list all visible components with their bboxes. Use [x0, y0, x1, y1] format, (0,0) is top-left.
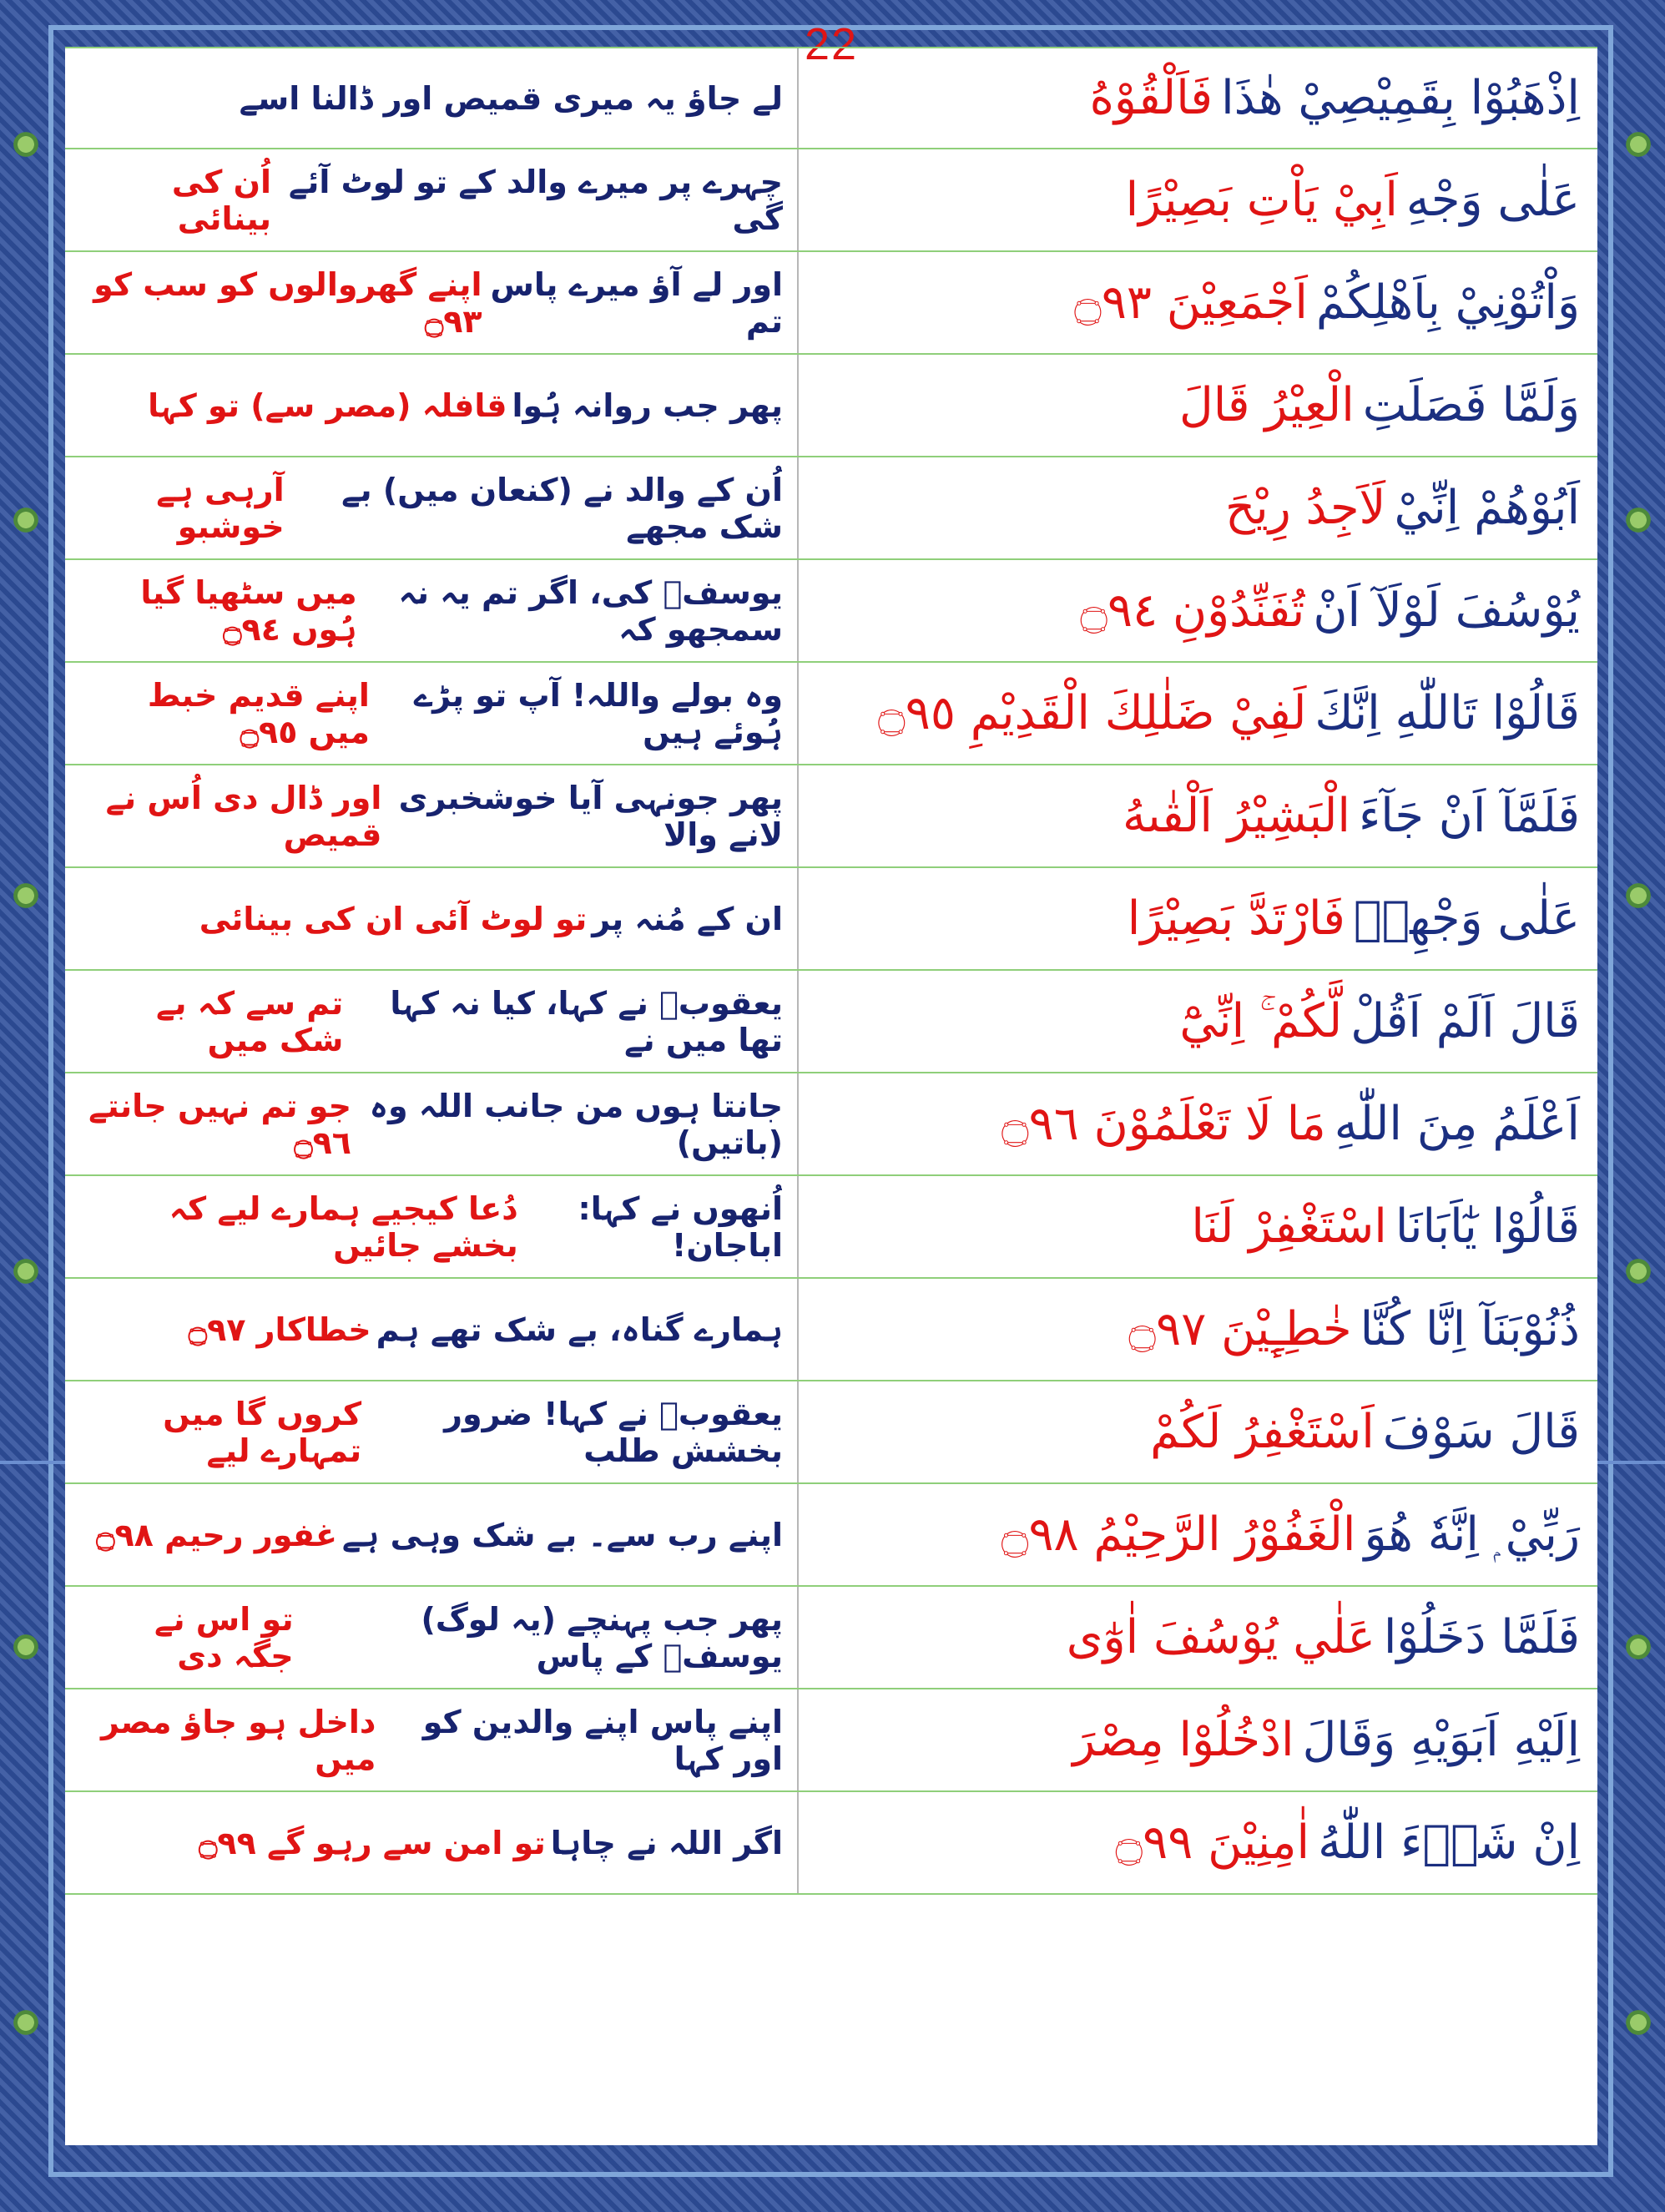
urdu-highlight: قافلہ (مصر سے) تو کہا — [148, 386, 507, 424]
urdu-highlight: تو امن سے رہو گے ۝٩٩ — [199, 1824, 546, 1861]
arabic-verse — [812, 252, 1580, 353]
verse-row — [65, 47, 1597, 149]
column-divider — [797, 663, 799, 764]
arabic-highlight: الْغَفُوْرُ الرَّحِيْمُ ۝٩٨ — [1001, 1507, 1356, 1562]
urdu-highlight: داخل ہو جاؤ مصر میں — [100, 1703, 376, 1777]
arabic-highlight: ادْخُلُوْا مِصْرَ — [1072, 1713, 1294, 1767]
column-divider — [797, 1073, 799, 1174]
frame-ornament — [1619, 876, 1657, 915]
urdu-translation — [65, 868, 783, 969]
arabic-verse — [812, 560, 1580, 661]
urdu-translation — [65, 355, 783, 456]
urdu-translation — [65, 663, 783, 764]
verse-row — [65, 1792, 1597, 1895]
column-divider — [797, 1176, 799, 1277]
urdu-highlight: کروں گا میں تمہارے لیے — [163, 1395, 362, 1469]
urdu-text: وہ بولے واللہ! آپ تو پڑے ہُوئے ہیں — [413, 676, 783, 750]
column-divider — [797, 560, 799, 661]
frame-ornament — [1619, 501, 1657, 539]
urdu-text: چہرے پر میرے والد کے تو لوٹ آئے گی — [288, 163, 783, 237]
verse-rows — [65, 47, 1597, 1895]
arabic-highlight: اَجْمَعِيْنَ ۝٩٣ — [1074, 275, 1308, 330]
arabic-highlight: اَسْتَغْفِرُ لَكُمْ — [1150, 1405, 1375, 1459]
arabic-highlight: اٰمِنِيْنَ ۝٩٩ — [1115, 1816, 1310, 1870]
urdu-text: اپنے پاس اپنے والدین کو اور کہا — [422, 1703, 783, 1777]
urdu-translation — [65, 149, 783, 250]
column-divider — [797, 1689, 799, 1790]
frame-ornament — [7, 1252, 45, 1290]
arabic-text: اِنْ شَاۗءَ اللّٰهُ — [1318, 1816, 1580, 1870]
arabic-text: اِذْهَبُوْا بِقَمِيْصِيْ هٰذَا — [1221, 71, 1580, 125]
urdu-translation — [65, 1176, 783, 1277]
verse-row — [65, 1381, 1597, 1484]
urdu-text: اپنے رب سے۔ بے شک وہی ہے — [341, 1516, 783, 1553]
urdu-text: اور لے آؤ میرے پاس تم — [490, 265, 783, 340]
arabic-text: قَالَ اَلَمْ اَقُلْ — [1350, 994, 1580, 1048]
urdu-text: یعقوبؑ نے کہا، کیا نہ کہا تھا میں نے — [390, 984, 783, 1058]
arabic-highlight: فَاَلْقُوْهُ — [1089, 71, 1213, 125]
arabic-verse — [812, 457, 1580, 558]
arabic-text: وَلَمَّا فَصَلَتِ — [1362, 378, 1580, 432]
arabic-text: ذُنُوْبَنَآ اِنَّا كُنَّا — [1360, 1302, 1580, 1356]
arabic-verse — [812, 1792, 1580, 1893]
arabic-verse — [812, 868, 1580, 969]
frame-ornament — [7, 501, 45, 539]
arabic-text: اِلَيْهِ اَبَوَيْهِ وَقَالَ — [1302, 1713, 1580, 1767]
arabic-verse — [812, 1073, 1580, 1174]
arabic-verse — [812, 1381, 1580, 1482]
column-divider — [797, 252, 799, 353]
urdu-text: اُن کے والد نے (کنعان میں) بے شک مجھے — [341, 471, 783, 545]
arabic-verse — [812, 48, 1580, 148]
urdu-highlight: میں سٹھیا گیا ہُوں ۝٩٤ — [140, 573, 357, 648]
verse-row — [65, 560, 1597, 663]
column-divider — [797, 149, 799, 250]
verse-row — [65, 457, 1597, 560]
verse-row — [65, 355, 1597, 457]
frame-ornament — [1619, 1252, 1657, 1290]
column-divider — [797, 971, 799, 1072]
urdu-translation — [65, 1073, 783, 1174]
urdu-highlight: تم سے کہ بے شک میں — [156, 984, 344, 1058]
arabic-highlight: عَلٰي يُوْسُفَ اٰوٰٓى — [1066, 1610, 1375, 1664]
urdu-text: ان کے مُنہ پر — [592, 900, 783, 937]
urdu-text: اگر اللہ نے چاہا — [550, 1824, 783, 1861]
arabic-highlight: تُفَنِّدُوْنِ ۝٩٤ — [1080, 583, 1305, 638]
urdu-translation — [65, 1587, 783, 1688]
arabic-highlight: مَا لَا تَعْلَمُوْنَ ۝٩٦ — [1001, 1097, 1326, 1151]
urdu-text: یوسفؑ کی، اگر تم یہ نہ سمجھو کہ — [398, 573, 783, 648]
urdu-highlight: جو تم نہیں جانتے ۝٩٦ — [88, 1087, 351, 1161]
urdu-text: پھر جونہی آیا خوشخبری لانے والا — [398, 779, 783, 853]
arabic-verse — [812, 971, 1580, 1072]
urdu-highlight: خطاکار ۝٩٧ — [188, 1311, 371, 1348]
verse-row — [65, 1073, 1597, 1176]
column-divider — [797, 765, 799, 866]
urdu-highlight: آرہی ہے خوشبو — [156, 471, 285, 545]
verse-row — [65, 149, 1597, 252]
arabic-text: اَبُوْهُمْ اِنِّيْ — [1394, 481, 1580, 535]
arabic-verse — [812, 1279, 1580, 1380]
verse-row — [65, 1176, 1597, 1279]
urdu-highlight: تو اس نے جگہ دی — [154, 1600, 294, 1674]
urdu-translation — [65, 1792, 783, 1893]
urdu-translation — [65, 1484, 783, 1585]
column-divider — [797, 48, 799, 148]
arabic-highlight: الْبَشِيْرُ اَلْقٰىهُ — [1123, 789, 1350, 843]
arabic-highlight: اسْتَغْفِرْ لَنَا — [1191, 1199, 1387, 1254]
arabic-text: يُوْسُفَ لَوْلَآ اَنْ — [1313, 583, 1580, 638]
verse-row — [65, 1484, 1597, 1587]
arabic-highlight: الْعِيْرُ قَالَ — [1179, 378, 1355, 432]
urdu-translation — [65, 457, 783, 558]
arabic-highlight: لَفِيْ ضَلٰلِكَ الْقَدِيْمِ ۝٩٥ — [877, 686, 1307, 740]
urdu-text: اُنھوں نے کہا: اباجان! — [578, 1189, 783, 1264]
urdu-text: لے جاؤ یہ میری قمیص اور ڈالنا اسے — [239, 79, 783, 117]
verse-row — [65, 971, 1597, 1073]
frame-ornament — [1619, 1628, 1657, 1666]
verse-row — [65, 663, 1597, 765]
column-divider — [797, 1381, 799, 1482]
page-number: 22 — [804, 19, 859, 69]
urdu-translation — [65, 1689, 783, 1790]
arabic-verse — [812, 1484, 1580, 1585]
arabic-text: رَبِّيْ ۭ اِنَّهٗ هُوَ — [1364, 1507, 1580, 1562]
urdu-translation — [65, 971, 783, 1072]
arabic-verse — [812, 149, 1580, 250]
verse-row — [65, 1279, 1597, 1381]
arabic-verse — [812, 1689, 1580, 1790]
arabic-text: وَاْتُوْنِيْ بِاَهْلِكُمْ — [1315, 275, 1580, 330]
arabic-text: عَلٰى وَجْهِ — [1405, 173, 1580, 227]
urdu-text: پھر جب پہنچے (یہ لوگ) یوسفؑ کے پاس — [421, 1600, 783, 1674]
verse-row — [65, 1689, 1597, 1792]
column-divider — [797, 1484, 799, 1585]
arabic-text: فَلَمَّا دَخَلُوْا — [1383, 1610, 1580, 1664]
arabic-text: فَلَمَّآ اَنْ جَآءَ — [1358, 789, 1580, 843]
verse-row — [65, 765, 1597, 868]
column-divider — [797, 1587, 799, 1688]
arabic-highlight: لَاَجِدُ رِيْحَ — [1224, 481, 1386, 535]
urdu-highlight: اپنے قدیم خبط میں ۝٩٥ — [147, 676, 370, 750]
verse-row — [65, 1587, 1597, 1689]
arabic-text: قَالَ سَوْفَ — [1382, 1405, 1580, 1459]
urdu-text: جانتا ہوں من جانب اللہ وہ (باتیں) — [369, 1087, 783, 1161]
column-divider — [797, 1279, 799, 1380]
frame-ornament — [7, 1628, 45, 1666]
urdu-text: پھر جب روانہ ہُوا — [512, 386, 783, 424]
urdu-text: یعقوبؑ نے کہا! ضرور بخشش طلب — [444, 1395, 783, 1469]
urdu-highlight: اور ڈال دی اُس نے قمیص — [105, 779, 382, 853]
urdu-translation — [65, 560, 783, 661]
arabic-text: قَالُوْا يٰٓاَبَانَا — [1395, 1199, 1580, 1254]
verse-row — [65, 252, 1597, 355]
arabic-highlight: فَارْتَدَّ بَصِيْرًا — [1127, 891, 1345, 946]
urdu-translation — [65, 1381, 783, 1482]
urdu-highlight: دُعا کیجیے ہمارے لیے کہ بخشے جائیں — [169, 1189, 518, 1264]
frame-ornament — [7, 2003, 45, 2042]
urdu-highlight: غفور رحیم ۝٩٨ — [96, 1516, 337, 1553]
column-divider — [797, 868, 799, 969]
frame-ornament — [7, 876, 45, 915]
arabic-verse — [812, 1587, 1580, 1688]
column-divider — [797, 457, 799, 558]
arabic-verse — [812, 663, 1580, 764]
arabic-verse — [812, 1176, 1580, 1277]
column-divider — [797, 1792, 799, 1893]
arabic-text: قَالُوْا تَاللّٰهِ اِنَّكَ — [1314, 686, 1580, 740]
urdu-text: ہمارے گناہ، بے شک تھے ہم — [376, 1311, 783, 1348]
urdu-translation — [65, 48, 783, 148]
frame-ornament — [7, 125, 45, 164]
column-divider — [797, 355, 799, 456]
urdu-translation — [65, 252, 783, 353]
arabic-highlight: اَبِيْ يَاْتِ بَصِيْرًا — [1125, 173, 1398, 227]
urdu-highlight: تو لوٹ آئی ان کی بینائی — [199, 900, 588, 937]
arabic-highlight: خٰطِـِٕيْنَ ۝٩٧ — [1128, 1302, 1352, 1356]
frame-ornament — [1619, 125, 1657, 164]
page-content — [65, 19, 1597, 2145]
arabic-verse — [812, 765, 1580, 866]
urdu-translation — [65, 765, 783, 866]
arabic-text: عَلٰى وَجْهِهٖ — [1353, 891, 1580, 946]
urdu-highlight: اپنے گھروالوں کو سب کو ۝٩٣ — [93, 265, 482, 340]
arabic-text: اَعْلَمُ مِنَ اللّٰهِ — [1334, 1097, 1580, 1151]
arabic-highlight: لَّكُمْ ۚ اِنِّيْٓ — [1179, 993, 1343, 1048]
verse-row — [65, 868, 1597, 971]
arabic-verse — [812, 355, 1580, 456]
frame-ornament — [1619, 2003, 1657, 2042]
urdu-translation — [65, 1279, 783, 1380]
urdu-highlight: اُن کی بینائی — [171, 163, 272, 237]
